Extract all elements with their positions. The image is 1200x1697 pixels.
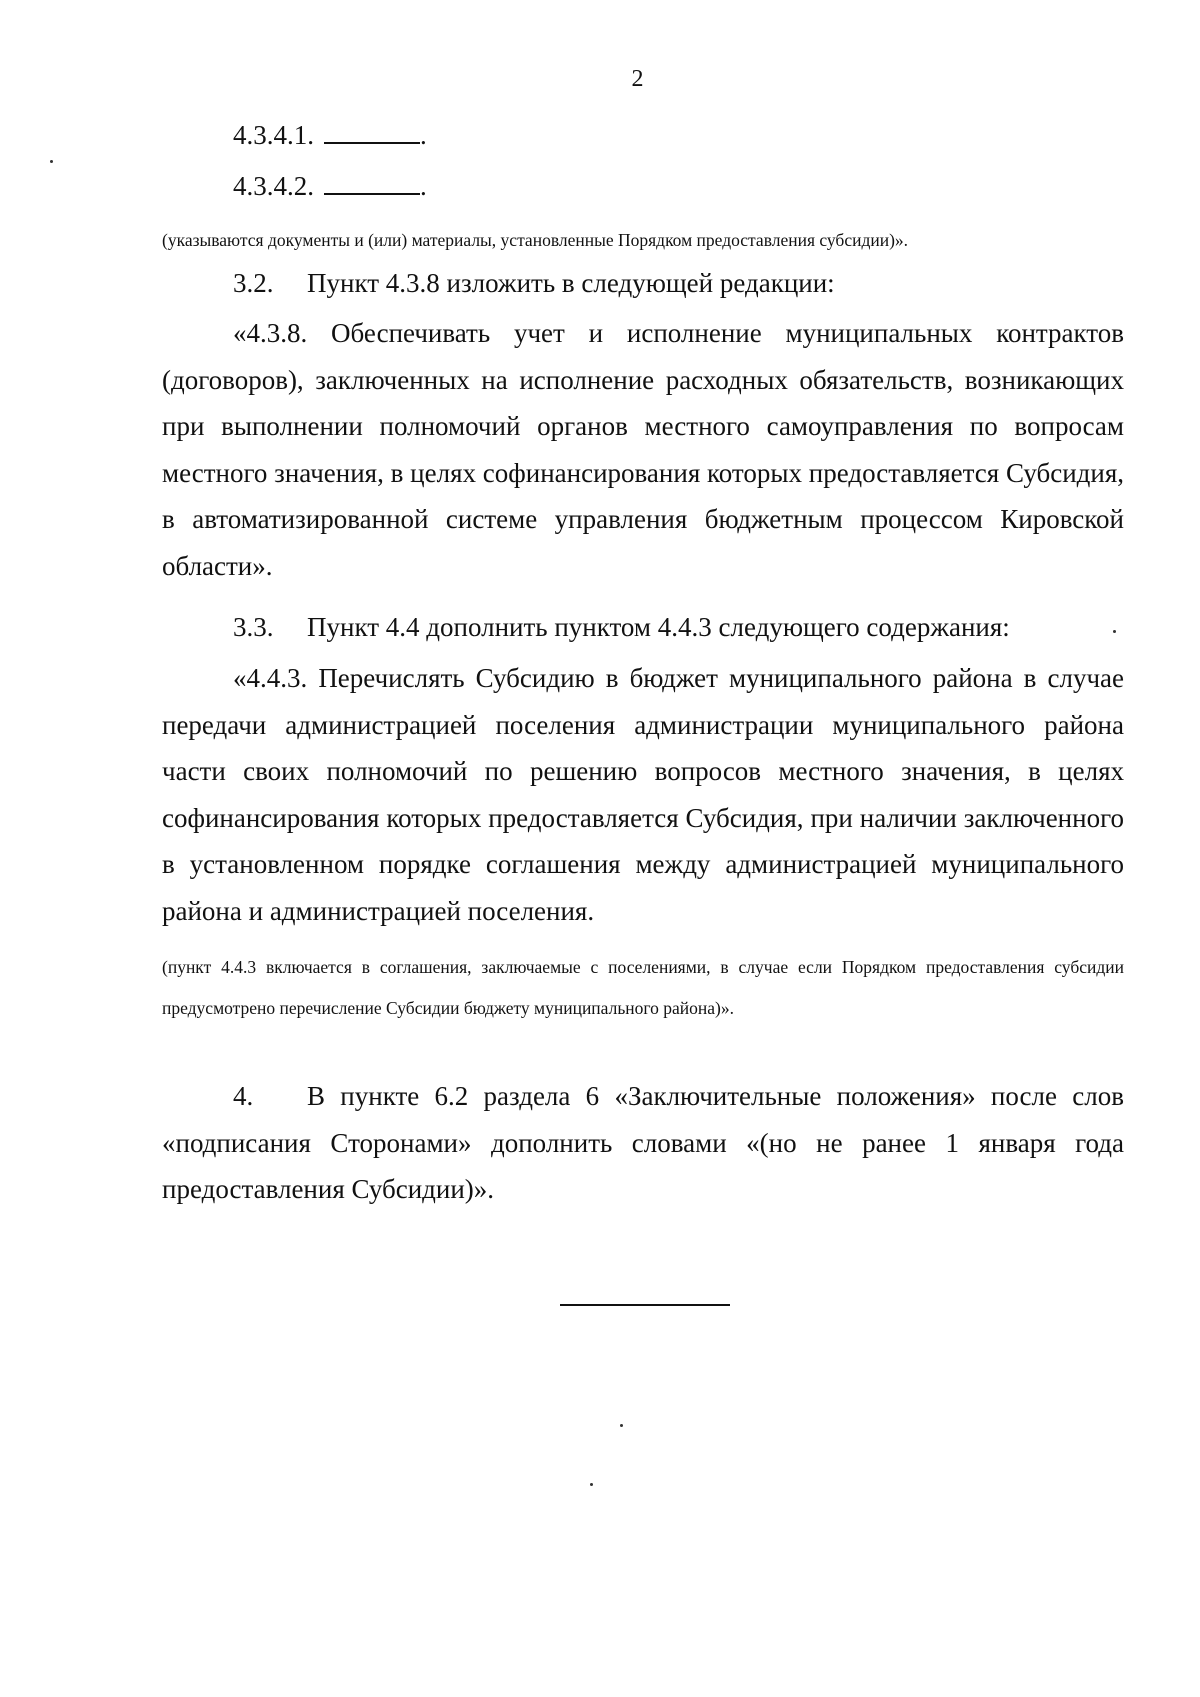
subitem-end: . <box>420 171 427 201</box>
subitem-4-3-4-2 <box>233 171 427 202</box>
note-4-4-3: (пункт 4.4.3 включается в соглашения, заключаемые с поселениями, в случае если Порядком предоставления субсидии предусмотрено перечисление Субсидии бюджету муниципального района)». <box>162 957 1124 1018</box>
subitem-label: 4.3.4.2. <box>233 171 314 201</box>
end-divider <box>560 1304 730 1306</box>
section-number: 3.2. <box>233 268 274 298</box>
scan-speck <box>620 1424 623 1427</box>
scan-speck <box>1113 630 1116 633</box>
section-heading: Пункт 4.4 дополнить пунктом 4.4.3 следующего содержания: <box>307 612 1010 642</box>
section-number: 4. <box>233 1081 254 1111</box>
subitem-label: 4.3.4.1. <box>233 120 314 150</box>
page-number: 2 <box>631 66 644 92</box>
section-3-3-heading <box>233 612 1010 643</box>
section-3-2-heading <box>233 268 835 299</box>
scan-speck <box>50 160 53 163</box>
blank-line <box>324 122 420 144</box>
subitem-end: . <box>420 120 427 150</box>
section-body: В пункте 6.2 раздела 6 «Заключительные положения» после слов «подписания Сторонами» дополнить словами «(но не ранее 1 января года предоставления Субсидии)». <box>162 1081 1124 1204</box>
note-documents: (указываются документы и (или) материалы, установленные Порядком предоставления субсидии)». <box>162 230 909 250</box>
section-heading: Пункт 4.3.8 изложить в следующей редакции: <box>307 268 835 298</box>
section-3-2-text: «4.3.8. Обеспечивать учет и исполнение муниципальных контрактов (договоров), заключенных на исполнение расходных обязательств, возникающих при выполнении полномочий органов местного самоуправления по вопросам местного значения, в целях софинансирования которых предоставляется Субсидия, в автоматизированной системе управления бюджетным процессом Кировской области». <box>162 318 1124 581</box>
subitem-4-3-4-1 <box>233 120 427 151</box>
scan-speck <box>590 1483 593 1486</box>
section-4-text <box>162 1073 1124 1213</box>
blank-line <box>324 173 420 195</box>
section-3-3-text: «4.4.3. Перечислять Субсидию в бюджет муниципального района в случае передачи администрацией поселения администрации муниципального района части своих полномочий по решению вопросов местного значения, в целях софинансирования которых предоставляется Субсидия, при наличии заключенного в установленном порядке соглашения между администрацией муниципального района и администрацией поселения. <box>162 663 1124 926</box>
section-number: 3.3. <box>233 612 274 642</box>
